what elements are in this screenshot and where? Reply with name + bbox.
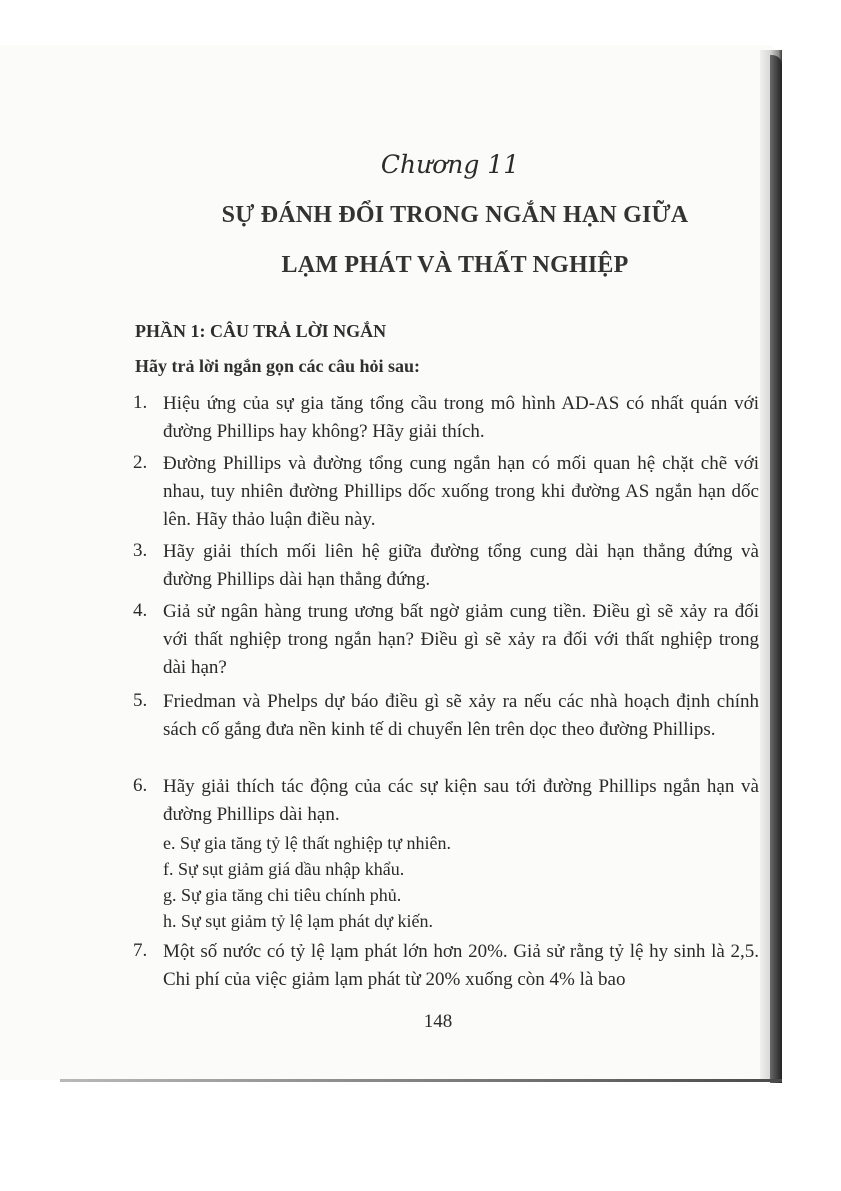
question-text: Giả sử ngân hàng trung ương bất ngờ giảm cung tiền. Điều gì sẽ xảy ra đối với thất nghiệp trong ngắn hạn? Điều gì sẽ xảy ra đối với thất nghiệp trong dài hạn? (163, 601, 759, 678)
question-number: 2. (133, 452, 148, 473)
question-number: 4. (133, 600, 148, 621)
section-heading: PHẦN 1: CÂU TRẢ LỜI NGẮN (135, 321, 387, 341)
question-text: Đường Phillips và đường tổng cung ngắn hạn có mối quan hệ chặt chẽ với nhau, tuy nhiên đường Phillips dốc xuống trong khi đường AS ngắn hạn dốc lên. Hãy thảo luận điều này. (163, 453, 759, 530)
sub-item: h. Sự sụt giảm tỷ lệ lạm phát dự kiến. (163, 911, 433, 931)
sub-item: f. Sự sụt giảm giá dầu nhập khẩu. (163, 859, 405, 879)
sub-item: g. Sự gia tăng chi tiêu chính phủ. (163, 885, 402, 905)
question-text: Friedman và Phelps dự báo điều gì sẽ xảy ra nếu các nhà hoạch định chính sách cố gắng đưa nền kinh tế di chuyển lên trên dọc theo đường Phillips. (163, 691, 759, 740)
question-number: 5. (133, 690, 148, 711)
question-number: 6. (133, 775, 148, 796)
question-number: 3. (133, 540, 148, 561)
sub-item: e. Sự gia tăng tỷ lệ thất nghiệp tự nhiên. (163, 833, 451, 853)
question-text: Hãy giải thích tác động của các sự kiện sau tới đường Phillips ngắn hạn và đường Phillips dài hạn. (163, 776, 759, 825)
question-number: 1. (133, 392, 148, 413)
question-number: 7. (133, 940, 148, 961)
chapter-title-line-1: SỰ ĐÁNH ĐỔI TRONG NGẮN HẠN GIỮA (221, 202, 689, 228)
chapter-label: Chương 11 (380, 150, 520, 179)
book-binding-edge (770, 55, 782, 1083)
instruction-text: Hãy trả lời ngắn gọn các câu hỏi sau: (135, 356, 420, 376)
chapter-title-line-2: LẠM PHÁT VÀ THẤT NGHIỆP (281, 252, 629, 278)
page-number: 148 (423, 1011, 453, 1032)
page-bottom-edge (60, 1079, 782, 1082)
question-text: Hãy giải thích mối liên hệ giữa đường tổng cung dài hạn thẳng đứng và đường Phillips dài hạn thẳng đứng. (163, 541, 759, 590)
question-text: Một số nước có tỷ lệ lạm phát lớn hơn 20%. Giả sử rằng tỷ lệ hy sinh là 2,5. Chi phí của việc giảm lạm phát từ 20% xuống còn 4% là bao (163, 941, 759, 990)
question-text: Hiệu ứng của sự gia tăng tổng cầu trong mô hình AD-AS có nhất quán với đường Phillips hay không? Hãy giải thích. (163, 393, 759, 442)
